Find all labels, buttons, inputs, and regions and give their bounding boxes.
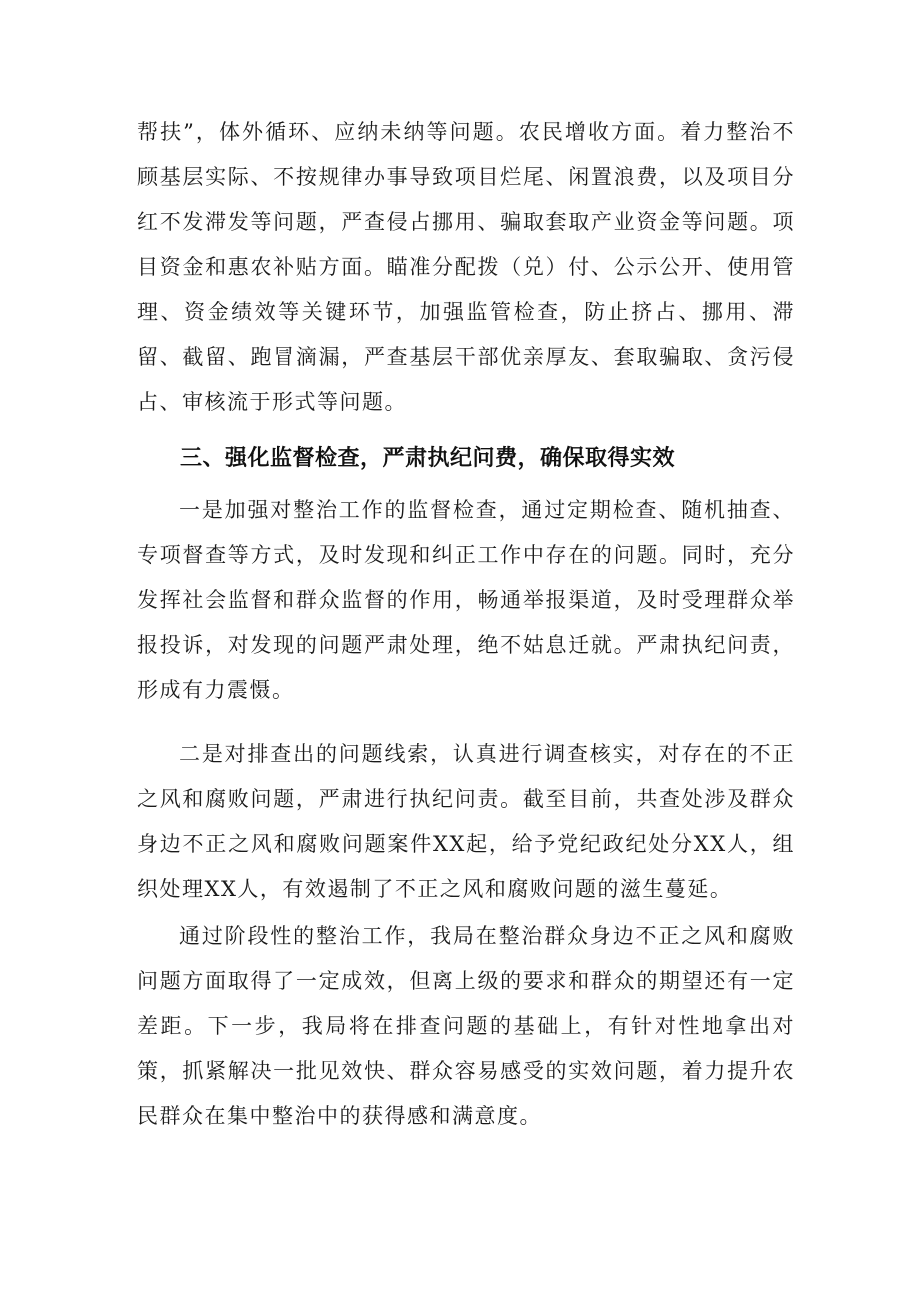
section-heading-3: 三、强化监督检查，严肃执纪问费，确保取得实效 (180, 446, 676, 471)
paragraph-continuation: 帮扶”，体外循环、应纳未纳等问题。农民增收方面。着力整治不顾基层实际、不按规律办事导致项目烂尾、闲置浪费，以及项目分红不发滞发等问题，严查侵占挪用、骗取套取产业资金等问题。项目资金和惠农补贴方面。瞄准分配拨（兑）付、公示公开、使用管理、资金绩效等关键环节，加强监管检查，防止挤占、挪用、滞留、截留、跑冒滴漏，严查基层干部优亲厚友、套取骗取、贪污侵占、审核流于形式等问题。 (137, 120, 795, 414)
paragraph-supervision: 一是加强对整治工作的监督检查，通过定期检查、随机抽查、专项督查等方式，及时发现和纠正工作中存在的问题。同时，充分发挥社会监督和群众监督的作用，畅通举报渠道，及时受理群众举报投诉，对发现的问题严肃处理，绝不姑息迁就。严肃执纪问责，形成有力震慑。 (137, 498, 795, 702)
paragraph-investigation: 二是对排查出的问题线索，认真进行调查核实，对存在的不正之风和腐败问题，严肃进行执纪问责。截至目前，共查处涉及群众身边不正之风和腐败问题案件XX起，给予党纪政纪处分XX人，组织处理XX人，有效遏制了不正之风和腐败问题的滋生蔓延。 (137, 742, 795, 901)
paragraph-summary: 通过阶段性的整治工作，我局在整治群众身边不正之风和腐败问题方面取得了一定成效，但离上级的要求和群众的期望还有一定差距。下一步，我局将在排查问题的基础上，有针对性地拿出对策，抓紧解决一批见效快、群众容易感受的实效问题，着力提升农民群众在集中整治中的获得感和满意度。 (137, 924, 795, 1128)
